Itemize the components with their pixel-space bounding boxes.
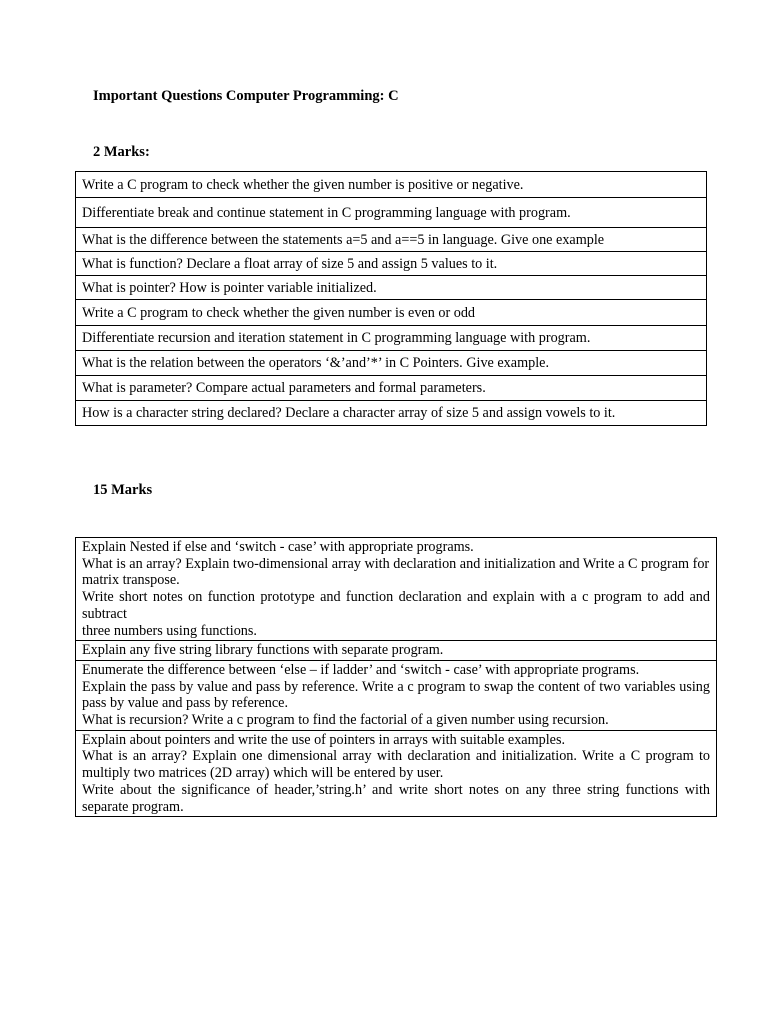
table-row bbox=[76, 376, 707, 401]
table-row bbox=[76, 351, 707, 376]
question-cell: What is the relation between the operators ‘&’and’*’ in C Pointers. Give example. bbox=[76, 351, 707, 376]
question-line: What is recursion? Write a c program to find the factorial of a given number using recursion. bbox=[82, 712, 609, 729]
table-row bbox=[76, 730, 717, 817]
question-line: Explain about pointers and write the use of pointers in arrays with suitable examples. bbox=[82, 731, 566, 748]
table-row bbox=[76, 172, 707, 198]
table-row bbox=[76, 252, 707, 276]
question-line: Write short notes on function prototype and function declaration and explain with a c program to add and subtract bbox=[82, 589, 710, 622]
table-row bbox=[76, 641, 717, 661]
question-line: Write about the significance of header,’string.h’ and write short notes on any three string functions with separate program. bbox=[82, 781, 710, 815]
question-group-cell bbox=[76, 538, 717, 641]
question-cell: Write a C program to check whether the given number is positive or negative. bbox=[76, 172, 707, 198]
question-line: matrix transpose. bbox=[82, 572, 180, 589]
question-cell: How is a character string declared? Declare a character array of size 5 and assign vowels to it. bbox=[76, 401, 707, 426]
question-line: three numbers using functions. bbox=[82, 622, 257, 639]
question-line: Explain the pass by value and pass by reference. Write a c program to swap the content of two variables using pass by value and pass by reference. bbox=[82, 678, 710, 712]
table-row bbox=[76, 401, 707, 426]
fifteen-marks-heading: 15 Marks bbox=[93, 482, 153, 498]
question-cell: Differentiate break and continue statement in C programming language with program. bbox=[76, 198, 707, 228]
table-row bbox=[76, 660, 717, 730]
question-group-cell bbox=[76, 641, 717, 661]
question-cell: What is parameter? Compare actual parameters and formal parameters. bbox=[76, 376, 707, 401]
question-cell: What is the difference between the statements a=5 and a==5 in language. Give one example bbox=[76, 228, 707, 252]
table-row bbox=[76, 276, 707, 300]
table-row bbox=[76, 300, 707, 326]
table-row bbox=[76, 326, 707, 351]
question-cell: What is function? Declare a float array of size 5 and assign 5 values to it. bbox=[76, 252, 707, 276]
table-row bbox=[76, 198, 707, 228]
question-line: Explain Nested if else and ‘switch - case’ with appropriate programs. bbox=[82, 539, 474, 555]
question-line: What is an array? Explain one dimensional array with declaration and initialization. Write a C program to multiply two matrices (2D array) which will be entered by user. bbox=[82, 748, 710, 782]
question-line: Explain any five string library functions with separate program. bbox=[82, 642, 444, 659]
question-line: What is an array? Explain two-dimensional array with declaration and initialization and Write a C program for bbox=[82, 555, 710, 572]
document-title: Important Questions Computer Programming: C bbox=[93, 88, 399, 104]
two-marks-heading: 2 Marks: bbox=[93, 144, 150, 160]
question-cell: Differentiate recursion and iteration statement in C programming language with program. bbox=[76, 326, 707, 351]
question-group-cell bbox=[76, 730, 717, 817]
question-line: Enumerate the difference between ‘else – if ladder’ and ‘switch - case’ with appropriate programs. bbox=[82, 661, 640, 678]
two-marks-table bbox=[75, 171, 707, 426]
table-row bbox=[76, 228, 707, 252]
table-row bbox=[76, 538, 717, 641]
fifteen-marks-table bbox=[75, 537, 717, 817]
question-group-cell bbox=[76, 660, 717, 730]
question-cell: Write a C program to check whether the given number is even or odd bbox=[76, 300, 707, 326]
question-cell: What is pointer? How is pointer variable initialized. bbox=[76, 276, 707, 300]
